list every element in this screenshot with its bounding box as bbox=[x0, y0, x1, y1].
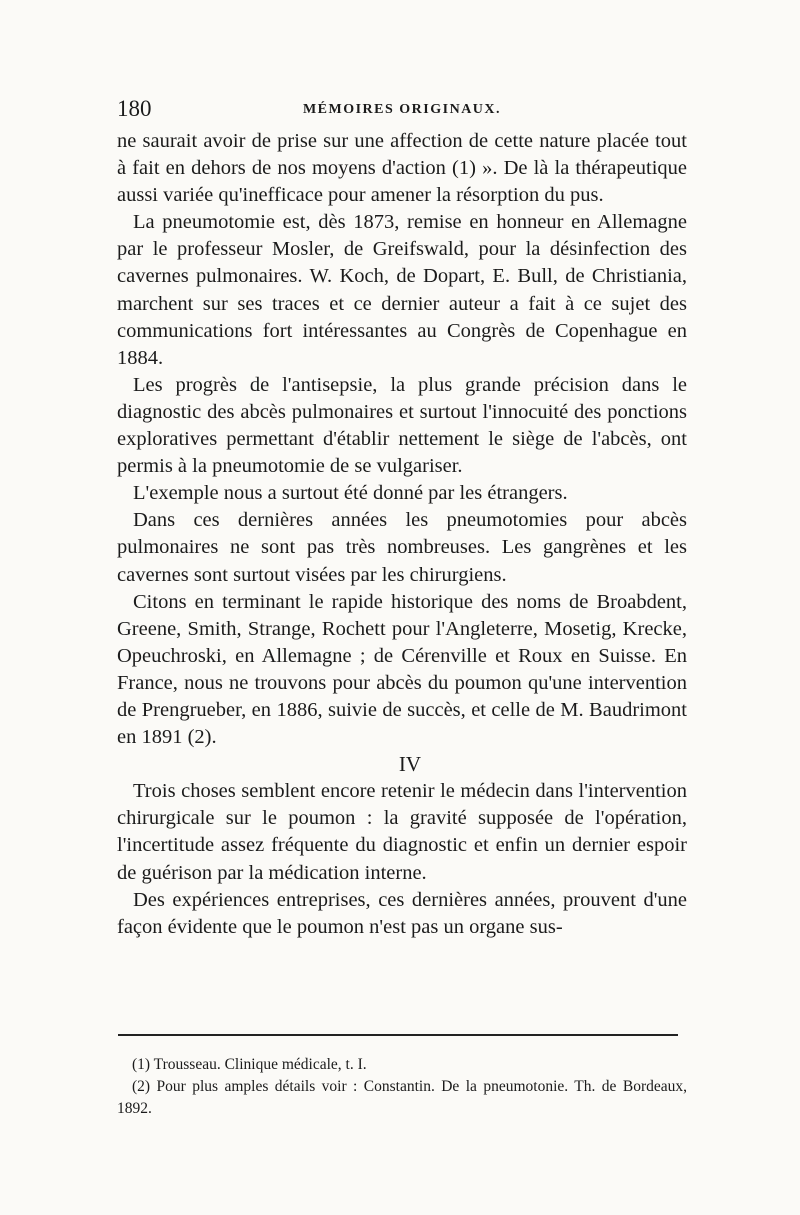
paragraph: Les progrès de l'antisepsie, la plus grande précision dans le diagnostic des abcès pulmonaires et surtout l'innocuité des ponctions exploratives permettant d'établir nettement le siège de l'abcès, ont permis à la pneumotomie de se vulgariser. bbox=[117, 373, 687, 478]
page-number: 180 bbox=[117, 96, 152, 121]
body-text bbox=[117, 128, 687, 941]
footnote: (2) Pour plus amples détails voir : Constantin. De la pneumotonie. Th. de Bordeaux, 1892. bbox=[117, 1078, 687, 1117]
paragraph: La pneumotomie est, dès 1873, remise en honneur en Allemagne par le professeur Mosler, de Greifswald, pour la désinfection des cavernes pulmonaires. W. Koch, de Dopart, E. Bull, de Christiania, marchent sur ses traces et ce dernier auteur a fait à ce sujet des communications fort intéressantes au Congrès de Copenhague en 1884. bbox=[117, 211, 687, 369]
page-header bbox=[117, 96, 687, 126]
footnote: (1) Trousseau. Clinique médicale, t. I. bbox=[132, 1056, 367, 1073]
paragraph: Citons en terminant le rapide historique des noms de Broabdent, Greene, Smith, Strange, Rochett pour l'Angleterre, Mosetig, Krecke, Opeuchroski, en Allemagne ; de Cérenville et Roux en Suisse. En France, nous ne trouvons pour abcès du poumon qu'une intervention de Prengrueber, en 1886, suivie de succès, et celle de M. Baudrimont en 1891 (2). bbox=[117, 590, 687, 749]
paragraph: Trois choses semblent encore retenir le médecin dans l'intervention chirurgicale sur le poumon : la gravité supposée de l'opération, l'incertitude assez fréquente du diagnostic et enfin un dernier espoir de guérison par la médication interne. bbox=[117, 780, 687, 884]
footnote-rule bbox=[118, 1034, 678, 1036]
paragraph: Des expériences entreprises, ces dernières années, prouvent d'une façon évidente que le poumon n'est pas un organe sus- bbox=[117, 888, 687, 938]
section-heading: IV bbox=[398, 752, 422, 777]
running-head: MÉMOIRES ORIGINAUX. bbox=[302, 102, 502, 117]
paragraph: Dans ces dernières années les pneumotomies pour abcès pulmonaires ne sont pas très nombreuses. Les gangrènes et les cavernes sont surtout visées par les chirurgiens. bbox=[117, 509, 687, 586]
paragraph: ne saurait avoir de prise sur une affection de cette nature placée tout à fait en dehors de nos moyens d'action (1) ». De là la thérapeutique aussi variée qu'inefficace pour amener la résorption du pus. bbox=[117, 130, 687, 207]
footnotes bbox=[117, 1054, 687, 1120]
paragraph: L'exemple nous a surtout été donné par les étrangers. bbox=[133, 482, 568, 505]
